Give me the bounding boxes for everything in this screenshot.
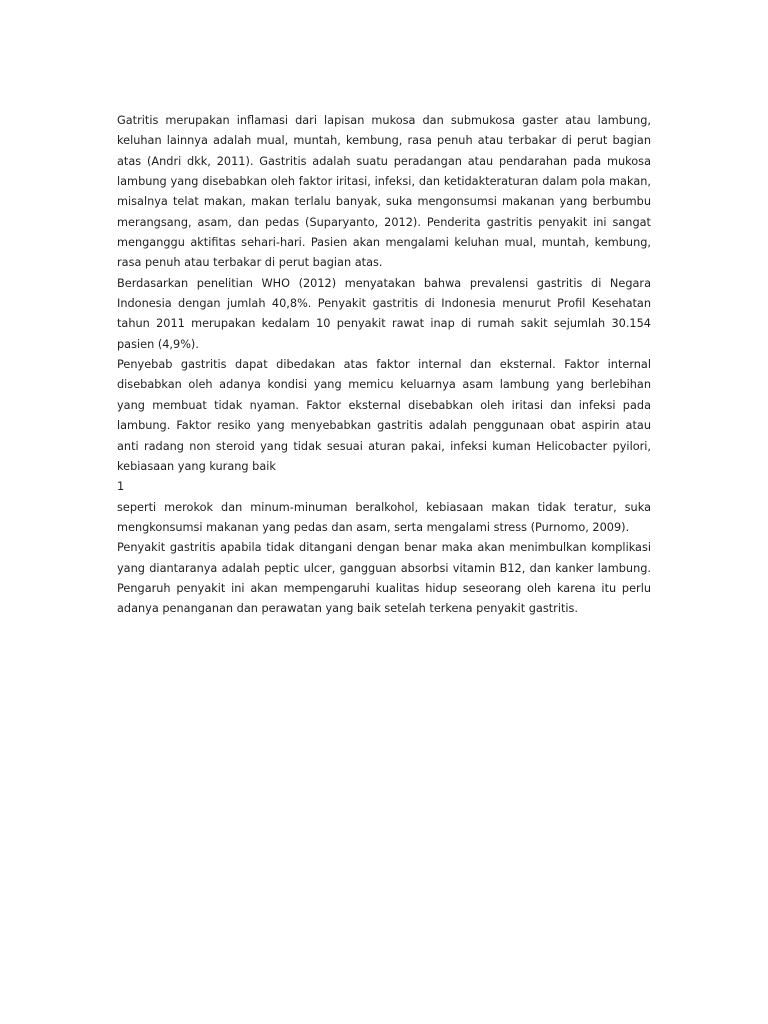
page-number: 1 [117, 480, 125, 494]
paragraph-causes-continued: seperti merokok dan minum-minuman beralkohol, kebiasaan makan tidak teratur, suka mengkonsumsi makanan yang pedas dan asam, serta mengalami stress (Purnomo, 2009). [117, 500, 651, 534]
paragraph-complications: Penyakit gastritis apabila tidak ditangani dengan benar maka akan menimbulkan komplikasi yang diantaranya adalah peptic ulcer, gangguan absorbsi vitamin B12, dan kanker lambung. Pengaruh penyakit ini akan mempengaruhi kualitas hidup seseorang oleh karena itu perlu adanya penanganan dan perawatan yang baik setelah terkena penyakit gastritis. [117, 541, 651, 616]
paragraph-definition: Gatritis merupakan inflamasi dari lapisan mukosa dan submukosa gaster atau lambung, keluhan lainnya adalah mual, muntah, kembung, rasa penuh atau terbakar di perut bagian atas (Andri dkk, 2011). Gastritis adalah suatu peradangan atau pendarahan pada mukosa lambung yang disebabkan oleh faktor iritasi, infeksi, dan ketidakteraturan dalam pola makan, misalnya telat makan, makan terlalu banyak, suka mengonsumsi makanan yang berbumbu merangsang, asam, dan pedas (Suparyanto, 2012). Penderita gastritis penyakit ini sangat menganggu aktifitas sehari-hari. Pasien akan mengalami keluhan mual, muntah, kembung, rasa penuh atau terbakar di perut bagian atas. [117, 114, 651, 270]
document-body [117, 111, 651, 620]
paragraph-causes: Penyebab gastritis dapat dibedakan atas faktor internal dan eksternal. Faktor internal disebabkan oleh adanya kondisi yang memicu keluarnya asam lambung yang berlebihan yang membuat tidak nyaman. Faktor eksternal disebabkan oleh iritasi dan infeksi pada lambung. Faktor resiko yang menyebabkan gastritis adalah penggunaan obat aspirin atau anti radang non steroid yang tidak sesuai aturan pakai, infeksi kuman Helicobacter pyilori, kebiasaan yang kurang baik [117, 358, 651, 473]
paragraph-prevalence: Berdasarkan penelitian WHO (2012) menyatakan bahwa prevalensi gastritis di Negara Indonesia dengan jumlah 40,8%. Penyakit gastritis di Indonesia menurut Profil Kesehatan tahun 2011 merupakan kedalam 10 penyakit rawat inap di rumah sakit sejumlah 30.154 pasien (4,9%). [117, 276, 651, 351]
